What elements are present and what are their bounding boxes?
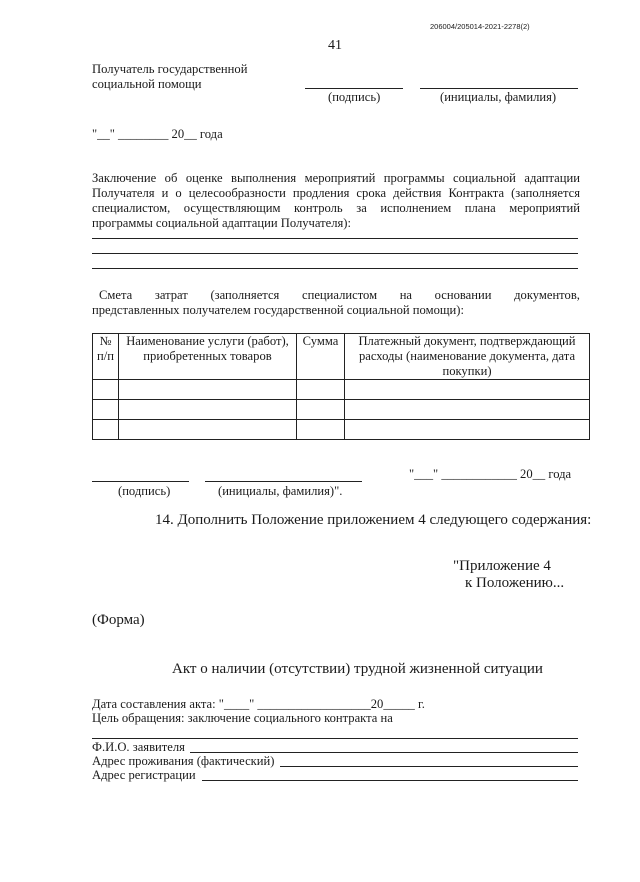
table-cell[interactable] (93, 400, 119, 420)
table-cell[interactable] (345, 380, 590, 400)
fio-field-label: Ф.И.О. заявителя (92, 740, 185, 754)
signature-date: "___" ____________ 20__ года (409, 467, 572, 481)
table-cell[interactable] (345, 400, 590, 420)
table-cell[interactable] (297, 420, 345, 440)
address-actual-label: Адрес проживания (фактический) (92, 754, 275, 768)
table-cell[interactable] (93, 380, 119, 400)
page-number: 41 (328, 38, 342, 53)
purpose-field: Цель обращения: заключение социального контракта на (92, 711, 393, 725)
fio-fill-line[interactable] (190, 752, 578, 753)
conclusion-fill-line (92, 238, 578, 239)
estimate-word: специалистом (301, 288, 378, 302)
table-header-cell: Наименование услуги (работ), приобретенных товаров (119, 334, 297, 380)
appendix-heading (453, 558, 564, 592)
appendix-line1: "Приложение 4 (453, 558, 551, 574)
appendix-line2: к Положению... (465, 575, 565, 591)
estimate-line2: представленных получателем государственной социальной помощи): (92, 303, 464, 317)
conclusion-line-last: программы социальной адаптации Получателя): (92, 216, 351, 230)
table-header-row (93, 334, 590, 380)
estimate-word: на (399, 288, 413, 302)
table-cell[interactable] (119, 400, 297, 420)
table-header-cell: Сумма (297, 334, 345, 380)
item-14-text: 14. Дополнить Положение приложением 4 следующего содержания: (155, 512, 592, 528)
name-caption: (инициалы, фамилия)". (218, 484, 343, 498)
address-reg-label: Адрес регистрации (92, 768, 196, 782)
conclusion-line: Заключение об оценке выполнения мероприятий программы социальной адаптации (92, 171, 580, 185)
address-actual-fill-line[interactable] (280, 766, 578, 767)
table-cell[interactable] (297, 380, 345, 400)
table-cell[interactable] (119, 380, 297, 400)
recipient-signature-line (305, 88, 403, 89)
recipient-label (92, 62, 247, 92)
table-cell[interactable] (297, 400, 345, 420)
address-reg-fill-line[interactable] (202, 780, 578, 781)
table-row (93, 400, 590, 420)
estimate-line1 (99, 288, 580, 303)
estimate-word: документов, (514, 288, 580, 302)
purpose-fill-line (92, 738, 578, 739)
cost-table (92, 333, 590, 440)
table-cell[interactable] (345, 420, 590, 440)
signature-line (92, 481, 189, 482)
name-line (205, 481, 362, 482)
table-cell[interactable] (93, 420, 119, 440)
table-row (93, 380, 590, 400)
table-cell[interactable] (119, 420, 297, 440)
table-row (93, 420, 590, 440)
estimate-word: основании (434, 288, 492, 302)
conclusion-line: специалистом, осуществляющим контроль за исполнением плана мероприятий (92, 201, 580, 215)
document-code: 206004/205014-2021-2278(2) (430, 22, 530, 31)
recipient-name-caption: (инициалы, фамилия) (440, 90, 557, 104)
act-date-field: Дата составления акта: "____" __________________20_____ г. (92, 697, 425, 711)
recipient-signature-caption: (подпись) (328, 90, 381, 104)
conclusion-fill-line (92, 268, 578, 269)
estimate-word: затрат (154, 288, 188, 302)
form-label: (Форма) (92, 612, 145, 628)
estimate-word: Смета (99, 288, 133, 302)
signature-caption: (подпись) (118, 484, 171, 498)
conclusion-line: Получателя и о целесообразности продления срока действия Контракта (заполняется (92, 186, 580, 200)
estimate-word: (заполняется (210, 288, 280, 302)
conclusion-fill-line (92, 253, 578, 254)
table-header-cell: Платежный документ, подтверждающий расходы (наименование документа, дата покупки) (345, 334, 590, 380)
date-line-1: "__" ________ 20__ года (92, 127, 223, 141)
recipient-name-line (420, 88, 578, 89)
recipient-label-line2: социальной помощи (92, 77, 202, 91)
act-title: Акт о наличии (отсутствии) трудной жизненной ситуации (172, 661, 543, 677)
recipient-label-line1: Получатель государственной (92, 62, 248, 76)
table-header-cell: № п/п (93, 334, 119, 380)
conclusion-paragraph (92, 171, 580, 231)
